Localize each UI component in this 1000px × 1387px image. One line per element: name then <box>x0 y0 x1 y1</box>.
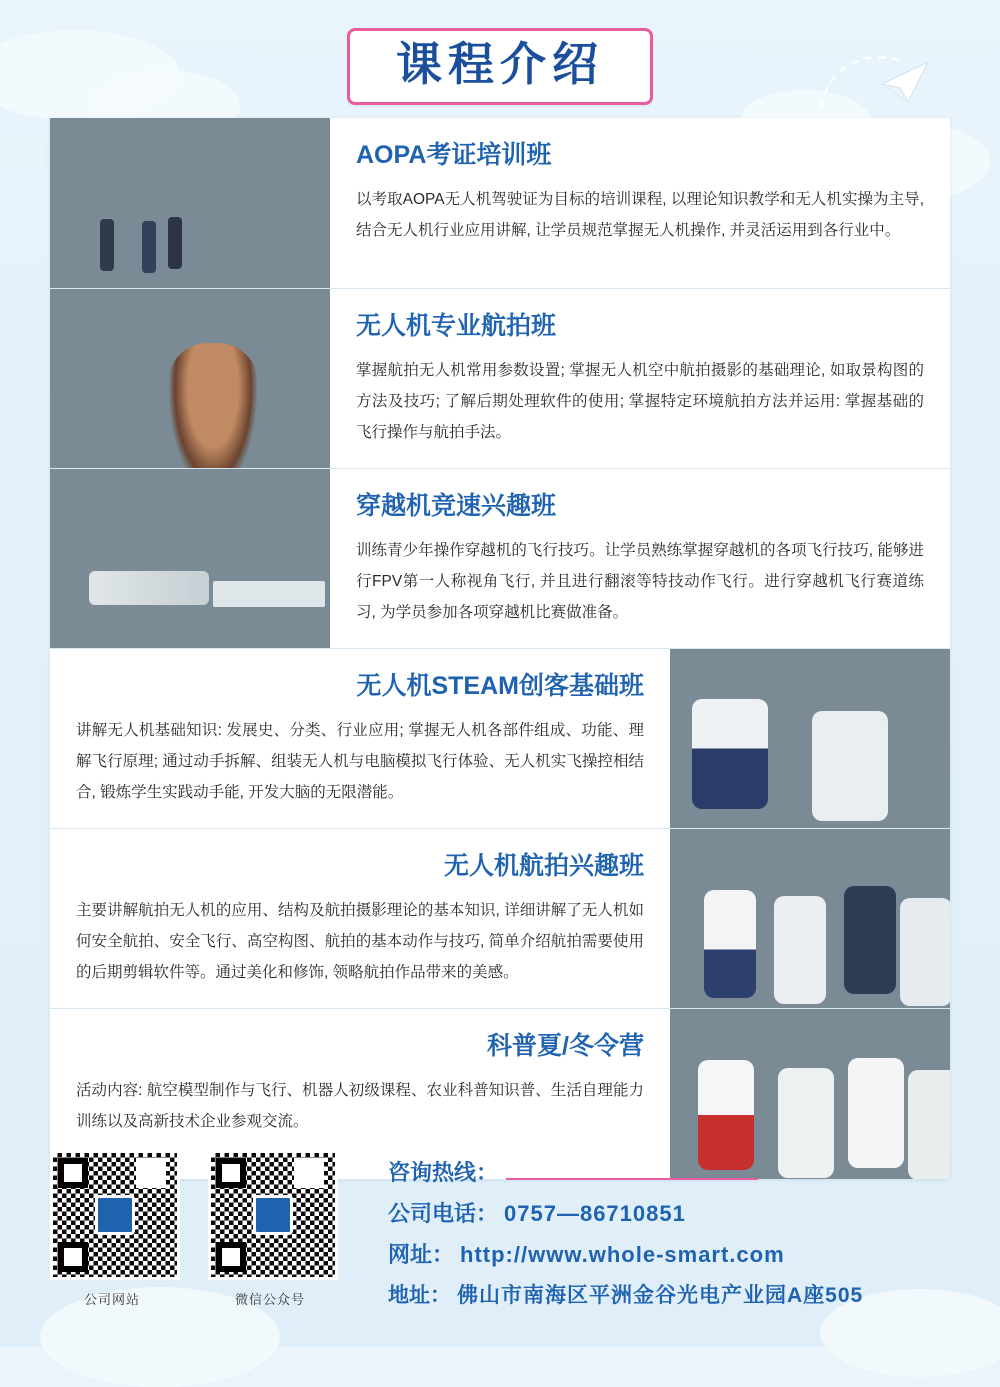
qr-caption: 公司网站 <box>83 1292 140 1307</box>
qr-logo-icon <box>253 1195 293 1235</box>
page-title: 课程介绍 <box>396 38 604 90</box>
qr-caption: 微信公众号 <box>234 1292 305 1307</box>
aerial-photography-operator-photo <box>50 289 330 468</box>
course-row <box>50 289 950 469</box>
course-title: AOPA考证培训班 <box>356 141 552 169</box>
course-title: 无人机STEAM创客基础班 <box>356 672 644 700</box>
qr-code-group <box>50 1150 332 1308</box>
phone-value: 0757—86710851 <box>504 1201 686 1226</box>
drone-flight-field-photo <box>50 118 330 288</box>
website-qr-code[interactable] <box>50 1150 180 1280</box>
hotline-label: 咨询热线： <box>388 1160 499 1185</box>
course-row <box>50 649 950 829</box>
website-value[interactable]: http://www.whole-smart.com <box>460 1242 785 1267</box>
wechat-qr-code[interactable] <box>208 1150 338 1280</box>
course-row <box>50 118 950 289</box>
course-row <box>50 469 950 649</box>
outdoor-students-drone-photo <box>670 829 950 1008</box>
qr-item <box>50 1150 174 1308</box>
phone-label: 公司电话： <box>388 1201 499 1226</box>
paper-plane-icon <box>820 46 930 116</box>
course-title: 穿越机竞速兴趣班 <box>356 492 557 520</box>
page-title-banner <box>347 28 653 105</box>
hotline-input[interactable] <box>506 1154 758 1180</box>
course-text <box>330 289 950 468</box>
website-row <box>388 1238 863 1269</box>
course-text <box>50 649 670 828</box>
phone-row <box>388 1197 863 1228</box>
steam-lab-students-photo <box>670 649 950 828</box>
course-description: 活动内容: 航空模型制作与飞行、机器人初级课程、农业科普知识普、生活自理能力训练以及高新技术企业参观交流。 <box>76 1082 644 1130</box>
course-text <box>50 829 670 1008</box>
address-label: 地址： <box>388 1284 451 1307</box>
course-title: 科普夏/冬令营 <box>487 1032 644 1060</box>
course-description: 主要讲解航拍无人机的应用、结构及航拍摄影理论的基本知识, 详细讲解了无人机如何安全航拍、安全飞行、高空构图、航拍的基本动作与技巧, 简单介绍航拍需要使用的后期剪辑软件等。通过美化和修饰, 领略航拍作品带来的美感。 <box>76 902 644 981</box>
address-value: 佛山市南海区平洲金谷光电产业园A座505 <box>457 1284 864 1307</box>
address-row <box>388 1279 863 1309</box>
title-frame <box>347 28 653 105</box>
contact-details <box>388 1150 863 1319</box>
course-row <box>50 829 950 1009</box>
course-text <box>330 469 950 648</box>
qr-logo-icon <box>95 1195 135 1235</box>
hotline-row <box>388 1154 863 1187</box>
course-title: 无人机航拍兴趣班 <box>443 852 644 880</box>
course-description: 讲解无人机基础知识: 发展史、分类、行业应用; 掌握无人机各部件组成、功能、理解飞行原理; 通过动手拆解、组装无人机与电脑模拟飞行体验、无人机实飞操控相结合, 锻炼学生实践动手能, 开发大脑的无限潜能。 <box>76 722 644 801</box>
course-list-panel <box>50 118 950 1179</box>
course-description: 以考取AOPA无人机驾驶证为目标的培训课程, 以理论知识教学和无人机实操为主导, 结合无人机行业应用讲解, 让学员规范掌握无人机操作, 并灵活运用到各行业中。 <box>356 191 924 239</box>
course-title: 无人机专业航拍班 <box>356 312 557 340</box>
fpv-racing-drone-photo <box>50 469 330 648</box>
contact-block <box>50 1150 950 1319</box>
website-label: 网址： <box>388 1242 455 1267</box>
course-description: 训练青少年操作穿越机的飞行技巧。让学员熟练掌握穿越机的各项飞行技巧, 能够进行FPV第一人称视角飞行, 并且进行翻滚等特技动作飞行。进行穿越机飞行赛道练习, 为学员参加各项穿越机比赛做准备。 <box>356 542 924 621</box>
qr-item <box>208 1150 332 1308</box>
course-description: 掌握航拍无人机常用参数设置; 掌握无人机空中航拍摄影的基础理论, 如取景构图的方法及技巧; 了解后期处理软件的使用; 掌握特定环境航拍方法并运用: 掌握基础的飞行操作与航拍手法。 <box>356 362 924 441</box>
course-text <box>330 118 950 288</box>
